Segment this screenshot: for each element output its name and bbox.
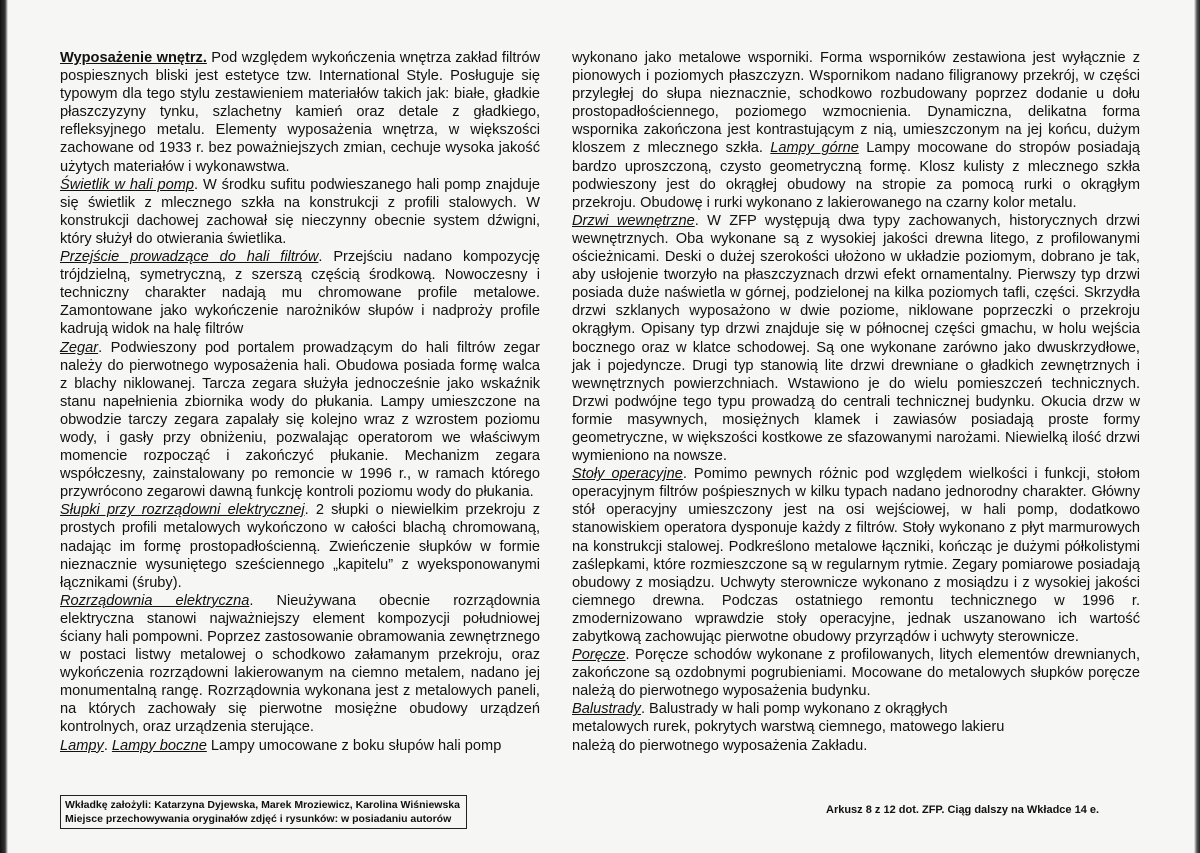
term-heading: Stoły operacyjne xyxy=(572,466,683,483)
term-heading: Lampy xyxy=(60,737,104,754)
paragraph-przejscie xyxy=(60,248,540,338)
paragraph-text: . Poręcze schodów wykonane z profilowanych, litych elementów drewnianych, zakończone są ozdobnymi pogrubieniami. Mocowane do metalowych słupków poręcze należą do pierwotnego wyposażenia budynku. xyxy=(572,647,1140,700)
paragraph-text: . Przejściu nadano kompozycję trójdzielną, symetryczną, z szerszą częścią środkową. Nowoczesny i techniczny charakter nadają mu chromowane profile metalowe. Zamontowane jako wykończenie narożników słupów i nadproży profile kadrują widok na halę filtrów xyxy=(60,249,541,338)
paragraph-lampy xyxy=(60,737,540,755)
term-heading: Drzwi wewnętrzne xyxy=(572,212,695,229)
paragraph-text: Lampy mocowane do stropów posiadają bardzo uproszczoną, czysto geometryczną formę. Klosz kulisty z mlecznego szkła podwieszony jest do okrągłej obudowy na stropie za pomocą rurki o okrągłym przekroju. Obudowę i rurki wykonano z lakierowanego na czarny kolor metalu. xyxy=(572,140,1141,211)
paragraph-balustrady xyxy=(572,700,1012,754)
paragraph-text: . Nieużywana obecnie rozrządownia elektryczna stanowi najważniejszy element kompozycji południowej ściany hali pompowni. Poprzez zastosowanie obramowania zewnętrznego w postaci listwy metalowej o schodkowo załamanym przekroju, oraz wykończenia rozrządowni lakierowanym na ciemno metalem, nadano jej monumentalną rangę. Rozrządownia wykonana jest z metalowych paneli, na których zachowały się pierwotne mosiężne obudowy urządzeń kontrolnych, oraz urządzenia sterujące. xyxy=(60,592,540,736)
authors-box xyxy=(60,795,467,829)
paragraph-text: wykonano jako metalowe wsporniki. Forma wsporników zestawiona jest wyłącznie z pionowych i poziomych płaszczyzn. Wspornikom nadano filigranowy przekrój, w części przyległej do słupa nieznacznie, schodkowo rozbudowany poprzez dodanie u dołu prostopadłościennego, poziomego wzmocnienia. Dynamiczna, delikatna forma wspornika zakończona jest kontrastującym z nią, umieszczonym na jej końcu, dużym kloszem z mlecznego szkła. xyxy=(572,50,1140,157)
paragraph-wyposazenie xyxy=(60,49,540,176)
term-heading: Poręcze xyxy=(572,647,626,664)
right-column xyxy=(572,49,1140,755)
scan-edge-right xyxy=(1194,0,1200,853)
term-heading: Balustrady xyxy=(572,701,641,718)
paragraph-text: Lampy umocowane z boku słupów hali pomp xyxy=(206,737,502,754)
paragraph-text: . W ZFP występują dwa typy zachowanych, historycznych drzwi wewnętrznych. Oba wykonane są z wysokiej jakości drewna litego, z profilowanymi ościeżnicami. Deski o dużej szerokości ułożono w układzie poziomym, dobrano je tak, aby usłojenie tworzyło na płaszczyznach drzwi efekt ornamentalny. Pierwszy typ drzwi posiada duże naświetla w górnej, podzielonej na kilka poziomych tafli, części. Skrzydła drzwi szklanych wyposażono w dwie poziome, niklowane poprzeczki o przekroju okrągłym. Opisany typ drzwi znajduje się w północnej części gmachu, w holu wejścia bocznego oraz w klatce schodowej. Są one wykonane zarówno jako dwuskrzydłowe, jak i pojedyncze. Drugi typ stanowią lite drzwi drewniane o gładkich zewnętrznych i wewnętrznych powierzchniach. Wstawiono je do wielu pomieszczeń technicznych. Drzwi podwójne tego typu prowadzą do centrali technicznej budynku. Okucia drzw w formie masywnych, mosiężnych klamek i zawiasów posiadają proste formy geometryczne, w większości kostkowe ze sfazowanymi narożami. Niewielką ilość drzwi wymieniono na nowsze. xyxy=(572,212,1140,465)
scan-edge-left xyxy=(0,0,8,853)
term-heading: Przejście prowadzące do hali filtrów xyxy=(60,249,319,266)
left-column xyxy=(60,49,540,755)
term-heading: Rozrządownia elektryczna xyxy=(60,592,250,609)
paragraph-slupki xyxy=(60,501,540,591)
paragraph-text: Pod względem wykończenia wnętrza zakład filtrów pospiesznych bliski jest estetyce tzw. International Style. Posługuje się typowym dla tego stylu zestawieniem materiałów takich jak: białe, gładkie płaszczyzyny tynku, szlachetny kamień oraz detale z gładkiego, refleksyjnego metalu. Elementy wyposażenia wnętrza, w większości zachowane od 1933 r. bez poważniejszych zmian, cechuje wysoka jakość użytych materiałów i wykonawstwa. xyxy=(60,50,540,175)
sheet-note: Arkusz 8 z 12 dot. ZFP. Ciąg dalszy na Wkładce 14 e. xyxy=(826,804,1100,816)
paragraph-drzwi xyxy=(572,212,1140,465)
paragraph-zegar xyxy=(60,339,540,502)
term-heading: Słupki przy rozrządowni elektrycznej xyxy=(60,502,305,519)
authors-line: Wkładkę założyli: Katarzyna Dyjewska, Marek Mroziewicz, Karolina Wiśniewska xyxy=(65,799,460,811)
term-separator: . xyxy=(103,737,112,754)
paragraph-text: . Pomimo pewnych różnic pod względem wielkości i funkcji, stołom operacyjnym filtrów pośpiesznych w kilku typach nadano jednorodny charakter. Główny stół operacyjny umieszczony jest na osi wejściowej, w hali pomp, dodatkowo stanowiskiem operatora dysponuje każdy z filtrów. Stoły wykonano z płyt marmurowych na konstrukcji stalowej. Podkreślono metalowe łączniki, kończąc je dużymi półkolistymi zaślepkami, które rozmieszczone są w regularnym rytmie. Zegary pomiarowe posiadają obudowy z mosiądzu. Uchwyty sterownicze wykonano z mosiądzu i z wysokiej jakości ciemnego drewna. Podczas ostatniego remontu technicznego w 1996 r. zmodernizowano wprawdzie stoły operacyjne, jednak uszanowano ich wartość zabytkową zachowując pierwotne obudowy przyrządów i uchwyty sterownicze. xyxy=(572,466,1140,645)
paragraph-wsporniki xyxy=(572,49,1140,212)
term-heading: Wyposażenie wnętrz. xyxy=(60,50,207,66)
storage-line: Miejsce przechowywania oryginałów zdjęć i rysunków: w posiadaniu autorów xyxy=(65,813,452,825)
term-heading: Świetlik w hali pomp xyxy=(60,176,194,193)
term-heading: Zegar xyxy=(60,339,99,356)
paragraph-text: . Podwieszony pod portalem prowadzącym do hali filtrów zegar należy do pierwotnego wyposażenia hali. Obudowa posiada formę walca z blachy niklowanej. Tarcza zegara służyła jednocześnie jako wskaźnik stanu napełnienia zbiornika wody do płukania. Lampy umieszczone na obwodzie tarczy zegara zapalały się kolejno wraz z wzrostem poziomu wody, i gasły przy obniżeniu, pozwalając operatorom we właściwym momencie rozpocząć i zakończyć płukanie. Mechanizm zegara współczesny, zainstalowany po remoncie w 1996 r., w ramach którego przywrócono zegarowi dawną funkcję kontroli poziomu wody do płukania. xyxy=(60,339,540,501)
paragraph-porecze xyxy=(572,646,1140,700)
paragraph-text: . W środku sufitu podwieszanego hali pomp znajduje się świetlik z mlecznego szkła na konstrukcji z profili stalowych. W konstrukcji dachowej zachował się nieczynny obecnie system dźwigni, który służył do otwierania świetlika. xyxy=(60,176,540,247)
term-heading: Lampy górne xyxy=(770,140,859,157)
paragraph-rozrzadownia xyxy=(60,592,540,737)
term-heading: Lampy boczne xyxy=(111,737,207,754)
paragraph-swietlik xyxy=(60,176,540,248)
paragraph-stoly xyxy=(572,465,1140,646)
paragraph-text: . Balustrady w hali pomp wykonano z okrągłych metalowych rurek, pokrytych warstwą ciemnego, matowego lakieru należą do pierwotnego wyposażenia Zakładu. xyxy=(572,701,1005,754)
paragraph-text: . 2 słupki o niewielkim przekroju z prostych profili metalowych wykończono w całości blachą chromowaną, nadając im formę prostopadłościenną. Zwieńczenie słupków w formie nieznacznie wysuniętego sześciennego „kapitelu” z wyeksponowanymi łącznikami (śruby). xyxy=(60,502,540,591)
